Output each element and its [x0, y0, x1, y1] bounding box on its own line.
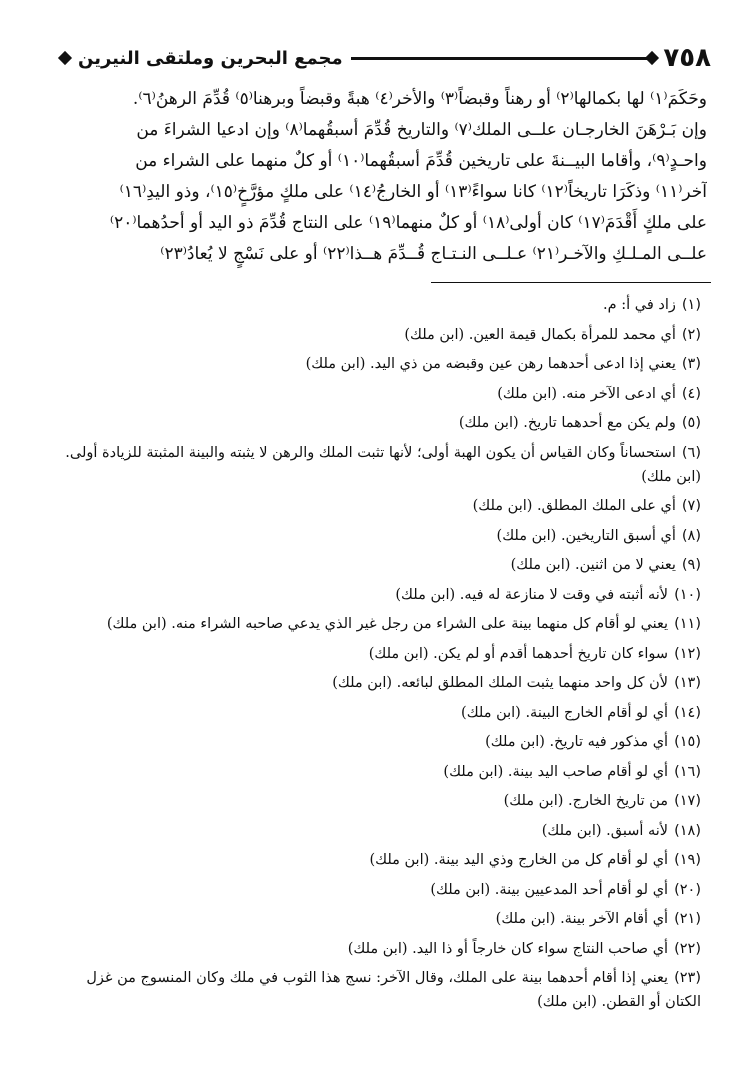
diamond-ornament-icon — [645, 51, 659, 65]
footnote — [60, 671, 701, 695]
footnote — [60, 583, 701, 607]
footnote — [60, 848, 701, 872]
footnote-number: (١٥) — [674, 734, 701, 750]
footnote-number: (٣) — [681, 356, 701, 372]
footnote-text: لأنه أسبق. (ابن ملك) — [541, 822, 669, 839]
footnote — [60, 819, 701, 843]
footnote — [60, 293, 701, 317]
footnote-text: أي صاحب النتاج سواء كان خارجاً أو ذا اليد. (ابن ملك) — [347, 940, 669, 957]
footnote — [60, 494, 701, 518]
footnote-number: (٧) — [681, 498, 701, 514]
footnote — [60, 382, 701, 406]
footnote-number: (٢) — [681, 326, 701, 343]
footnote-text: أي أقام الآخر بينة. (ابن ملك) — [495, 911, 669, 927]
footnote — [60, 937, 701, 961]
footnote-text: زاد في أ: م. — [603, 297, 676, 313]
main-text-line: آخر⁽١١⁾ وذكَرَا تاريخاً⁽١٢⁾ كانا سواءً⁽١٣⁾ أو الخارجُ⁽١٤⁾ على ملكٍ مؤرَّخٍ⁽١٥⁾، وذو اليدِ⁽١٦⁾ — [119, 182, 707, 202]
footnote-text: لأن كل واحد منهما يثبت الملك المطلق لبائعه. (ابن ملك) — [332, 675, 669, 691]
footnote-text: أي لو أقام أحد المدعيين بينة. (ابن ملك) — [430, 881, 669, 898]
footnote — [60, 701, 701, 725]
footnote-number: (١٤) — [674, 704, 701, 721]
footnote — [60, 323, 701, 347]
page-header — [60, 40, 711, 76]
footnote — [60, 524, 701, 548]
footnote-number: (١) — [681, 297, 701, 313]
footnote-number: (١١) — [674, 616, 701, 632]
footnote — [60, 441, 701, 489]
footnote — [60, 352, 701, 376]
footnote-number: (٨) — [681, 527, 701, 544]
footnote-number: (٦) — [681, 444, 701, 461]
footnote — [60, 907, 701, 931]
footnote-text: أي لو أقام كل من الخارج وذي اليد بينة. (ابن ملك) — [369, 852, 669, 868]
footnote — [60, 612, 701, 636]
footnote-number: (١٩) — [674, 852, 701, 868]
main-text-line: وحَكَمَ⁽١⁾ لها بكمالها⁽٢⁾ أو رهناً وقبضاً⁽٣⁾ والأخر⁽٤⁾ هبةً وقبضاً وبرهنا⁽٥⁾ قُدِّمَ الرهنُ⁽٦⁾. — [132, 89, 707, 109]
footnote — [60, 878, 701, 902]
footnote-number: (١٢) — [674, 645, 701, 662]
footnote-number: (١٧) — [674, 793, 701, 809]
footnote — [60, 760, 701, 784]
footnote — [60, 789, 701, 813]
footnote-text: أي أسبق التاريخين. (ابن ملك) — [496, 527, 676, 544]
footnote-number: (٢٢) — [674, 940, 701, 957]
footnote-number: (٢٠) — [674, 881, 701, 898]
footnote — [60, 411, 701, 435]
footnote-number: (١٦) — [674, 763, 701, 780]
footnote-text: أي مذكور فيه تاريخ. (ابن ملك) — [485, 734, 669, 750]
footnote-number: (١٠) — [674, 586, 701, 603]
main-text-line: وإن بَـرْهَنَ الخارجـان علــى الملك⁽٧⁾ والتاريخ قُدِّمَ أسبقُهما⁽٨⁾ وإن ادعيا الشراءَ من — [136, 120, 707, 140]
footnote-text: أي محمد للمرأة بكمال قيمة العين. (ابن ملك) — [404, 326, 676, 343]
footnote-text: ولم يكن مع أحدهما تاريخ. (ابن ملك) — [458, 415, 676, 431]
footnote-separator — [431, 282, 711, 283]
footnote-number: (٩) — [681, 557, 701, 573]
footnote — [60, 553, 701, 577]
footnote-number: (٢١) — [674, 911, 701, 927]
footnote-number: (١٣) — [674, 675, 701, 691]
footnote-number: (٢٣) — [674, 970, 701, 986]
footnote-text: يعني لو أقام كل منهما بينة على الشراء من رجل غير الذي يدعي صاحبه الشراء منه. (ابن ملك) — [106, 616, 669, 632]
footnotes-list — [60, 293, 711, 1014]
footnote-text: سواء كان تاريخ أحدهما أقدم أو لم يكن. (ابن ملك) — [368, 645, 669, 662]
footnote — [60, 966, 701, 1014]
running-title: مجمع البحرين وملتقى النيرين — [78, 47, 343, 69]
main-text-line: واحـدٍ⁽٩⁾، وأقاما البيــنةَ على تاريخين قُدِّمَ أسبقُهما⁽١٠⁾ أو كلٌ منهما على الشراء من — [135, 151, 707, 171]
main-text — [60, 84, 711, 270]
footnote-text: أي لو أقام صاحب اليد بينة. (ابن ملك) — [443, 763, 669, 780]
footnote-text: يعني إذا أقام أحدهما بينة على الملك، وقال الآخر: نسج هذا الثوب في ملك وكان المنسوج من غزل الكتان أو القطن. (ابن ملك) — [86, 970, 701, 1010]
footnote — [60, 642, 701, 666]
footnote-text: يعني إذا ادعى أحدهما رهن عين وقبضه من ذي اليد. (ابن ملك) — [305, 356, 676, 372]
footnote-text: يعني لا من اثنين. (ابن ملك) — [510, 557, 676, 573]
main-text-line: على ملكٍ أَقْدَمَ⁽١٧⁾ كان أولى⁽١٨⁾ أو كلٌ منهما⁽١٩⁾ على النتاج قُدِّمَ ذو اليد أو أحدُهما⁽٢٠⁾ — [109, 213, 707, 233]
footnote — [60, 730, 701, 754]
footnote-text: لأنه أثبته في وقت لا منازعة له فيه. (ابن ملك) — [395, 586, 669, 603]
footnote-text: استحساناً وكان القياس أن يكون الهبة أولى؛ لأنها تثبت الملك والرهن لا يثبته والبينة المثبتة للزيادة أولى. (ابن ملك) — [65, 444, 701, 485]
footnote-number: (٥) — [681, 415, 701, 431]
page-number: ٧٥٨ — [663, 43, 711, 73]
footnote-text: من تاريخ الخارج. (ابن ملك) — [503, 793, 669, 809]
header-rule — [351, 57, 648, 60]
footnote-number: (١٨) — [674, 822, 701, 839]
main-text-line: علــى المـلـكِ والآخـر⁽٢١⁾ عـلــى النـتـاج قُــدِّمَ هــذا⁽٢٢⁾ أو على نَسْجٍ لا يُعادُ⁽٢٣⁾ — [160, 244, 707, 264]
diamond-ornament-icon — [58, 51, 72, 65]
footnote-text: أي لو أقام الخارج البينة. (ابن ملك) — [461, 704, 669, 721]
footnote-text: أي على الملك المطلق. (ابن ملك) — [472, 498, 676, 514]
footnote-number: (٤) — [681, 385, 701, 402]
footnote-text: أي ادعى الآخر منه. (ابن ملك) — [497, 385, 676, 402]
